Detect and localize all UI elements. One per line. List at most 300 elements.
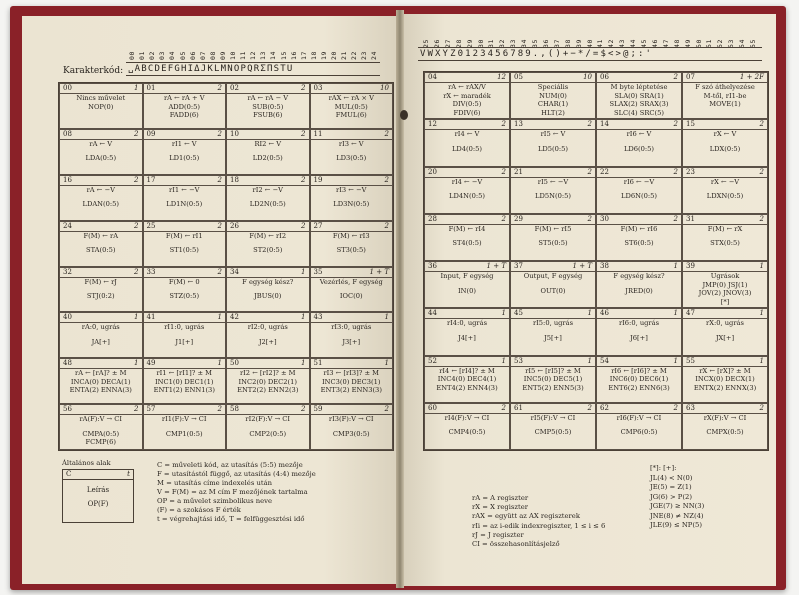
cell-line: rI1:0, ugrás xyxy=(164,323,205,332)
cell-line: J6[+] xyxy=(630,333,648,342)
opcode-cell xyxy=(682,356,768,403)
exec-time: 2 xyxy=(217,175,222,184)
opcode-cell xyxy=(143,221,227,267)
cell-line: rI4 ← −V xyxy=(451,177,483,186)
legend-item: JL(4) < N(0) xyxy=(650,474,693,482)
opcode-cell xyxy=(226,358,310,404)
cell-header xyxy=(60,176,142,186)
cell-line: SLA(0) SRA(1) xyxy=(614,91,664,100)
cell-line: rA ← rAX/V xyxy=(448,83,486,91)
cell-line: LD5(0:5) xyxy=(537,144,569,153)
opcode-number: 21 xyxy=(514,167,523,176)
exec-time: 2 xyxy=(673,167,678,176)
opcode-number: 26 xyxy=(230,221,239,230)
legend-item: JE(5) = Z(1) xyxy=(650,483,692,492)
exec-time: 10 xyxy=(380,84,389,92)
exec-time: 1 xyxy=(673,356,678,365)
cell-header xyxy=(511,262,595,272)
char-code: 16 xyxy=(289,50,298,60)
cell-header xyxy=(311,176,393,186)
opcode-cell xyxy=(143,312,227,358)
cell-line: JRED(0) xyxy=(625,286,653,295)
opcode-cell xyxy=(682,214,768,261)
cell-header xyxy=(511,357,595,367)
cell-line: CMP6(0:5) xyxy=(620,428,658,437)
char-code: 49 xyxy=(683,38,692,48)
opcode-number: 07 xyxy=(686,73,695,81)
char-code: 52 xyxy=(716,38,725,48)
char-code: 53 xyxy=(727,38,736,48)
cell-line: INC3(0) DEC3(1) xyxy=(321,377,381,386)
cell-line: ENTX(2) ENNX(3) xyxy=(693,383,757,392)
cell-header xyxy=(597,262,681,272)
opcode-number: 24 xyxy=(63,221,72,230)
cell-line: INC5(0) DEC5(1) xyxy=(523,375,583,384)
cell-line: F egység kész? xyxy=(613,272,665,280)
cell-line: LD4(0:5) xyxy=(451,144,483,153)
exec-time: 2 xyxy=(134,129,139,138)
cell-line: JOV(2) JNOV(3) xyxy=(698,289,752,298)
exec-time: 2 xyxy=(673,214,678,223)
cell-line: rA ← V xyxy=(89,139,113,148)
jumps-head: [*]: [+]: xyxy=(650,464,677,472)
exec-time: 1 xyxy=(759,356,764,365)
cell-line: rI6 ← [rI6]? ± M xyxy=(611,366,667,375)
cell-header xyxy=(683,73,767,83)
opcode-cell xyxy=(143,175,227,221)
char-code: 05 xyxy=(178,50,187,60)
char-code: 25 xyxy=(422,38,430,48)
exec-time: 1 + T xyxy=(572,262,592,270)
opcode-cell xyxy=(596,261,682,308)
cell-header xyxy=(597,73,681,83)
char-code: 29 xyxy=(465,38,474,48)
cell-header xyxy=(683,404,767,414)
opcode-number: 40 xyxy=(63,313,72,322)
cell-line: rX ← −V xyxy=(710,177,740,186)
cell-line: rX ← V xyxy=(713,130,737,139)
cell-line: FDIV(6) xyxy=(453,108,481,117)
cell-line: rI3 ← [rI3]? ± M xyxy=(323,369,380,378)
opcode-number: 30 xyxy=(600,214,609,223)
cell-line: ENT4(2) ENN4(3) xyxy=(436,383,498,392)
cell-header xyxy=(144,405,226,415)
opcode-number: 46 xyxy=(600,309,609,318)
cell-line: rI3(F):V → CI xyxy=(328,415,374,424)
cell-line: ST5(0:5) xyxy=(538,239,568,248)
cell-header xyxy=(311,268,393,278)
exec-time: 1 xyxy=(759,309,764,318)
cell-header xyxy=(425,73,509,83)
cell-line: LD5N(0:5) xyxy=(535,192,571,201)
cell-line: ST4(0:5) xyxy=(452,239,482,248)
char-code: 09 xyxy=(218,50,227,60)
cell-line: LD6N(0:5) xyxy=(621,192,657,201)
exec-time: 1 xyxy=(301,267,306,276)
char-code: 31 xyxy=(487,38,496,48)
cell-line: J1[+] xyxy=(175,337,194,346)
cell-header xyxy=(144,130,226,140)
opcode-number: 53 xyxy=(514,356,523,365)
cell-line: rA:0, ugrás xyxy=(81,323,120,332)
exec-time: 10 xyxy=(583,73,592,81)
cell-header xyxy=(227,313,309,323)
char-code: 27 xyxy=(443,38,452,48)
cell-line: rA ← rA − V xyxy=(247,94,289,102)
opcode-cell xyxy=(59,267,143,313)
cell-header xyxy=(227,359,309,369)
opcode-number: 00 xyxy=(63,84,72,92)
exec-time: 2 xyxy=(301,221,306,230)
cell-header xyxy=(597,168,681,178)
char-code: 18 xyxy=(309,50,318,60)
cell-header xyxy=(144,313,226,323)
char-code: 44 xyxy=(629,38,638,48)
opcode-number: 59 xyxy=(313,405,323,414)
cell-line: CMP4(0:5) xyxy=(448,428,486,437)
cell-header xyxy=(597,309,681,319)
legend-item: JG(6) > P(2) xyxy=(650,492,692,501)
cell-line: rI4 ← [rI4]? ± M xyxy=(439,366,495,375)
cell-header xyxy=(511,404,595,414)
opcode-number: 37 xyxy=(514,262,523,270)
cell-line: ENT6(2) ENN6(3) xyxy=(608,383,670,392)
cell-line: rI1 ← −V xyxy=(169,185,200,194)
cell-header xyxy=(60,268,142,278)
opcode-cell xyxy=(596,403,682,450)
cell-line: SUB(0:5) xyxy=(252,102,284,111)
cell-header xyxy=(683,168,767,178)
opcode-number: 35 xyxy=(313,267,323,276)
cell-line: M byte léptetése xyxy=(610,83,668,91)
opcode-cell xyxy=(682,261,768,308)
opcode-number: 13 xyxy=(514,120,523,129)
cell-line: LD1(0:5) xyxy=(169,154,200,163)
exec-time: 2 xyxy=(759,403,764,412)
cell-line: SLAX(2) SRAX(3) xyxy=(609,100,669,109)
exec-time: 2 xyxy=(759,167,764,176)
opcode-cell xyxy=(226,175,310,221)
opcode-number: 55 xyxy=(686,356,695,365)
char-code: 38 xyxy=(563,38,572,48)
cell-header xyxy=(311,359,393,369)
opcode-cell xyxy=(682,119,768,166)
cell-line: IN(0) xyxy=(458,286,476,295)
opcode-cell xyxy=(59,358,143,404)
cell-line: INC1(0) DEC1(1) xyxy=(154,377,214,386)
exec-time: 1 xyxy=(501,309,506,318)
cell-line: NUM(0) xyxy=(539,91,567,100)
cell-line: J3[+] xyxy=(342,337,361,346)
cell-header xyxy=(227,130,309,140)
cell-line: INCA(0) DECA(1) xyxy=(70,377,131,386)
exec-time: 1 + 2F xyxy=(739,73,764,81)
exec-time: 1 xyxy=(301,313,306,322)
exec-time: 2 xyxy=(587,120,592,129)
cell-line: rI2:0, ugrás xyxy=(247,323,288,332)
exec-time: 1 xyxy=(587,309,592,318)
opcode-cell xyxy=(424,119,510,166)
opcode-number: 34 xyxy=(230,267,239,276)
char-code: 01 xyxy=(138,50,147,60)
cell-line: Vezérlés, F egység xyxy=(319,277,383,286)
cell-header xyxy=(511,309,595,319)
exec-time: 2 xyxy=(501,167,506,176)
cell-line: rI5 ← −V xyxy=(537,177,569,186)
cell-header xyxy=(597,404,681,414)
opcode-cell xyxy=(510,119,596,166)
cell-line: rI2 ← [rI2]? ± M xyxy=(239,369,296,378)
opcode-cell xyxy=(596,214,682,261)
cell-line: STX(0:5) xyxy=(710,239,740,248)
cell-header xyxy=(683,309,767,319)
cell-line: JA[+] xyxy=(91,337,110,346)
opcode-cell xyxy=(310,83,394,129)
cell-line: F(M) ← rI3 xyxy=(332,231,370,240)
cell-line: Ugrások xyxy=(710,272,740,280)
char-code: 04 xyxy=(168,50,177,60)
exec-time: 2 xyxy=(217,405,222,414)
char-code: 41 xyxy=(596,38,605,48)
cell-line: rI6(F):V → CI xyxy=(616,413,662,422)
legend-item: rX = X regiszter xyxy=(472,503,528,512)
cell-line: ENT5(2) ENN5(3) xyxy=(522,383,584,392)
cell-line: F(M) ← rI2 xyxy=(249,231,287,240)
cell-header xyxy=(227,268,309,278)
opcode-cell xyxy=(310,129,394,175)
legend-item: (F) = a szokásos F érték xyxy=(157,506,241,514)
cell-header xyxy=(683,120,767,130)
opcode-cell xyxy=(310,175,394,221)
cell-line: SLC(4) SRC(5) xyxy=(614,108,664,117)
char-code: 19 xyxy=(319,50,328,60)
opcode-number: 06 xyxy=(600,73,609,81)
opcode-cell xyxy=(310,221,394,267)
cell-line: M-től, rI1-be xyxy=(703,91,747,100)
opcode-cell xyxy=(424,72,510,119)
opcode-number: 05 xyxy=(514,73,523,81)
opcode-number: 63 xyxy=(686,403,695,412)
cell-line: NOP(0) xyxy=(88,102,114,111)
cell-line: rX:0, ugrás xyxy=(706,319,744,328)
cell-line: Input, F egység xyxy=(440,272,494,280)
cell-line: [*] xyxy=(720,297,730,306)
opcode-number: 01 xyxy=(146,84,156,92)
exec-time: 1 xyxy=(134,313,139,322)
exec-time: 1 xyxy=(217,359,222,368)
exec-time: 1 xyxy=(217,313,222,322)
right-page xyxy=(400,14,776,586)
cell-line: F(M) ← rA xyxy=(83,231,119,240)
legend-item: C = műveleti kód, az utasítás (5:5) mezője xyxy=(157,461,303,469)
exec-time: 2 xyxy=(134,267,139,276)
legend-item: rA = A regiszter xyxy=(472,494,529,502)
exec-time: 2 xyxy=(587,214,592,223)
cell-header xyxy=(60,405,142,415)
cell-header xyxy=(311,222,393,232)
opcode-cell xyxy=(596,356,682,403)
opcode-number: 51 xyxy=(313,359,323,368)
opcode-number: 50 xyxy=(230,359,239,368)
cell-header xyxy=(511,168,595,178)
char-code: 10 xyxy=(229,50,237,60)
cell-header xyxy=(311,405,393,415)
cell-line: rI5 ← V xyxy=(540,130,566,139)
opcode-number: 04 xyxy=(428,73,437,81)
cell-line: MOVE(1) xyxy=(709,100,741,109)
opcode-cell xyxy=(596,308,682,355)
opcode-number: 58 xyxy=(230,405,239,414)
cell-header xyxy=(227,84,309,94)
opcode-cell xyxy=(510,72,596,119)
opcode-cell xyxy=(510,356,596,403)
opcode-cell xyxy=(682,403,768,450)
cell-line: INC2(0) DEC2(1) xyxy=(238,377,298,386)
opcode-number: 42 xyxy=(230,313,239,322)
cell-line: LD2(0:5) xyxy=(252,154,283,163)
exec-time: 2 xyxy=(673,73,678,81)
cell-line: HLT(2) xyxy=(541,108,565,117)
cell-line: FADD(6) xyxy=(169,111,199,120)
exec-time: 1 xyxy=(134,84,139,92)
exec-time: 1 xyxy=(673,262,678,270)
cell-header xyxy=(144,222,226,232)
cell-line: F(M) ← rI6 xyxy=(620,224,658,233)
cell-line: ENT3(2) ENN3(3) xyxy=(320,386,382,395)
char-code: 26 xyxy=(432,38,441,48)
opcode-number: 22 xyxy=(600,167,609,176)
cell-header xyxy=(511,73,595,83)
cell-line: rI1(F):V → CI xyxy=(161,415,207,424)
char-code: 14 xyxy=(269,50,278,60)
opcode-cell xyxy=(424,308,510,355)
char-code: 30 xyxy=(476,38,485,48)
cell-line: ENT1(2) ENN1(3) xyxy=(153,386,215,395)
cell-line: JMP(0) JSJ(1) xyxy=(702,280,748,289)
cell-line: STZ(0:5) xyxy=(169,292,200,301)
exec-time: 2 xyxy=(384,175,389,184)
char-code: 23 xyxy=(360,50,369,60)
cell-line: OUT(0) xyxy=(540,286,566,295)
legend-item: JLE(9) ≤ NP(5) xyxy=(650,521,702,530)
opcode-number: 56 xyxy=(63,405,72,414)
cell-header xyxy=(227,405,309,415)
exec-time: 2 xyxy=(134,405,139,414)
cell-line: rI6 ← −V xyxy=(623,177,655,186)
exec-time: 2 xyxy=(134,221,139,230)
cell-line: INC4(0) DEC4(1) xyxy=(437,375,497,384)
exec-time: 2 xyxy=(759,214,764,223)
opcode-number: 52 xyxy=(428,356,437,365)
opcode-cell xyxy=(143,83,227,129)
opcode-number: 31 xyxy=(686,214,695,223)
cell-line: IOC(0) xyxy=(339,292,363,301)
cell-line: F(M) ← rX xyxy=(707,224,743,233)
opcode-cell xyxy=(59,404,143,450)
exec-time: 2 xyxy=(134,175,139,184)
cell-line: rA ← [rA]? ± M xyxy=(75,369,127,378)
opcode-table-left xyxy=(58,82,394,451)
char-code: 35 xyxy=(531,38,539,48)
char-code: 24 xyxy=(370,50,379,60)
cell-line: LD2N(0:5) xyxy=(249,200,286,209)
register-legend xyxy=(472,494,605,549)
opcode-cell xyxy=(143,404,227,450)
opcode-cell xyxy=(310,404,394,450)
exec-time: 2 xyxy=(759,120,764,129)
cell-line: CMP5(0:5) xyxy=(534,428,572,437)
cell-line: CMPX(0:5) xyxy=(706,428,744,437)
opcode-number: 15 xyxy=(686,120,695,129)
exec-time: 1 + T xyxy=(486,262,506,270)
opcode-number: 62 xyxy=(600,403,609,412)
cell-line: LD3(0:5) xyxy=(336,154,367,163)
cell-line: rI6:0, ugrás xyxy=(618,319,660,328)
exec-time: 1 xyxy=(501,356,506,365)
char-code: 34 xyxy=(520,38,529,48)
char-code: 28 xyxy=(454,38,463,48)
opcode-cell xyxy=(510,167,596,214)
opcode-cell xyxy=(310,358,394,404)
opcode-number: 57 xyxy=(146,405,156,414)
opcode-number: 27 xyxy=(313,221,323,230)
legend-item: rAX = együtt az AX regiszterek xyxy=(472,512,580,521)
char-code: 11 xyxy=(239,50,248,60)
cell-line: ENTA(2) ENNA(3) xyxy=(69,386,132,395)
cell-header xyxy=(311,130,393,140)
opcode-number: 33 xyxy=(146,267,156,276)
char-code: 33 xyxy=(509,38,518,48)
cell-header xyxy=(425,357,509,367)
cell-line: rI6 ← V xyxy=(626,130,652,139)
exec-time: 2 xyxy=(384,129,389,138)
char-code: 21 xyxy=(340,50,349,60)
cell-header xyxy=(425,168,509,178)
cell-header xyxy=(425,120,509,130)
exec-time: 2 xyxy=(217,267,222,276)
char-code: 08 xyxy=(208,50,217,60)
cell-line: F(M) ← 0 xyxy=(168,277,200,286)
exec-time: 2 xyxy=(587,167,592,176)
cell-line: LDA(0:5) xyxy=(85,154,117,163)
cell-header xyxy=(60,222,142,232)
cell-line: F szó áthelyezése xyxy=(695,83,755,91)
legend-item: M = utasítás címe indexelés után xyxy=(157,479,273,487)
legend-item: CI = összehasonlításjelző xyxy=(472,540,560,549)
cell-header xyxy=(597,215,681,225)
opcode-cell xyxy=(226,267,310,313)
opcode-number: 49 xyxy=(146,359,156,368)
cell-line: rI4 ← V xyxy=(454,130,480,139)
cell-line: LDXN(0:5) xyxy=(706,192,744,201)
opcode-cell xyxy=(424,214,510,261)
cell-line: rI3 ← −V xyxy=(336,185,367,194)
legend-list xyxy=(157,461,316,524)
opcode-number: 60 xyxy=(428,403,437,412)
cell-line: rI3 ← V xyxy=(338,139,364,148)
opcode-table-right xyxy=(423,71,769,451)
opcode-cell xyxy=(424,261,510,308)
exec-time: 2 xyxy=(587,403,592,412)
char-code: 32 xyxy=(498,38,507,48)
cell-line: rX(F):V → CI xyxy=(703,413,747,422)
cell-header xyxy=(425,404,509,414)
opcode-number: 09 xyxy=(146,129,156,138)
opcode-cell xyxy=(424,403,510,450)
char-code: 55 xyxy=(749,38,757,48)
char-code: 39 xyxy=(574,38,583,48)
opcode-cell xyxy=(143,267,227,313)
